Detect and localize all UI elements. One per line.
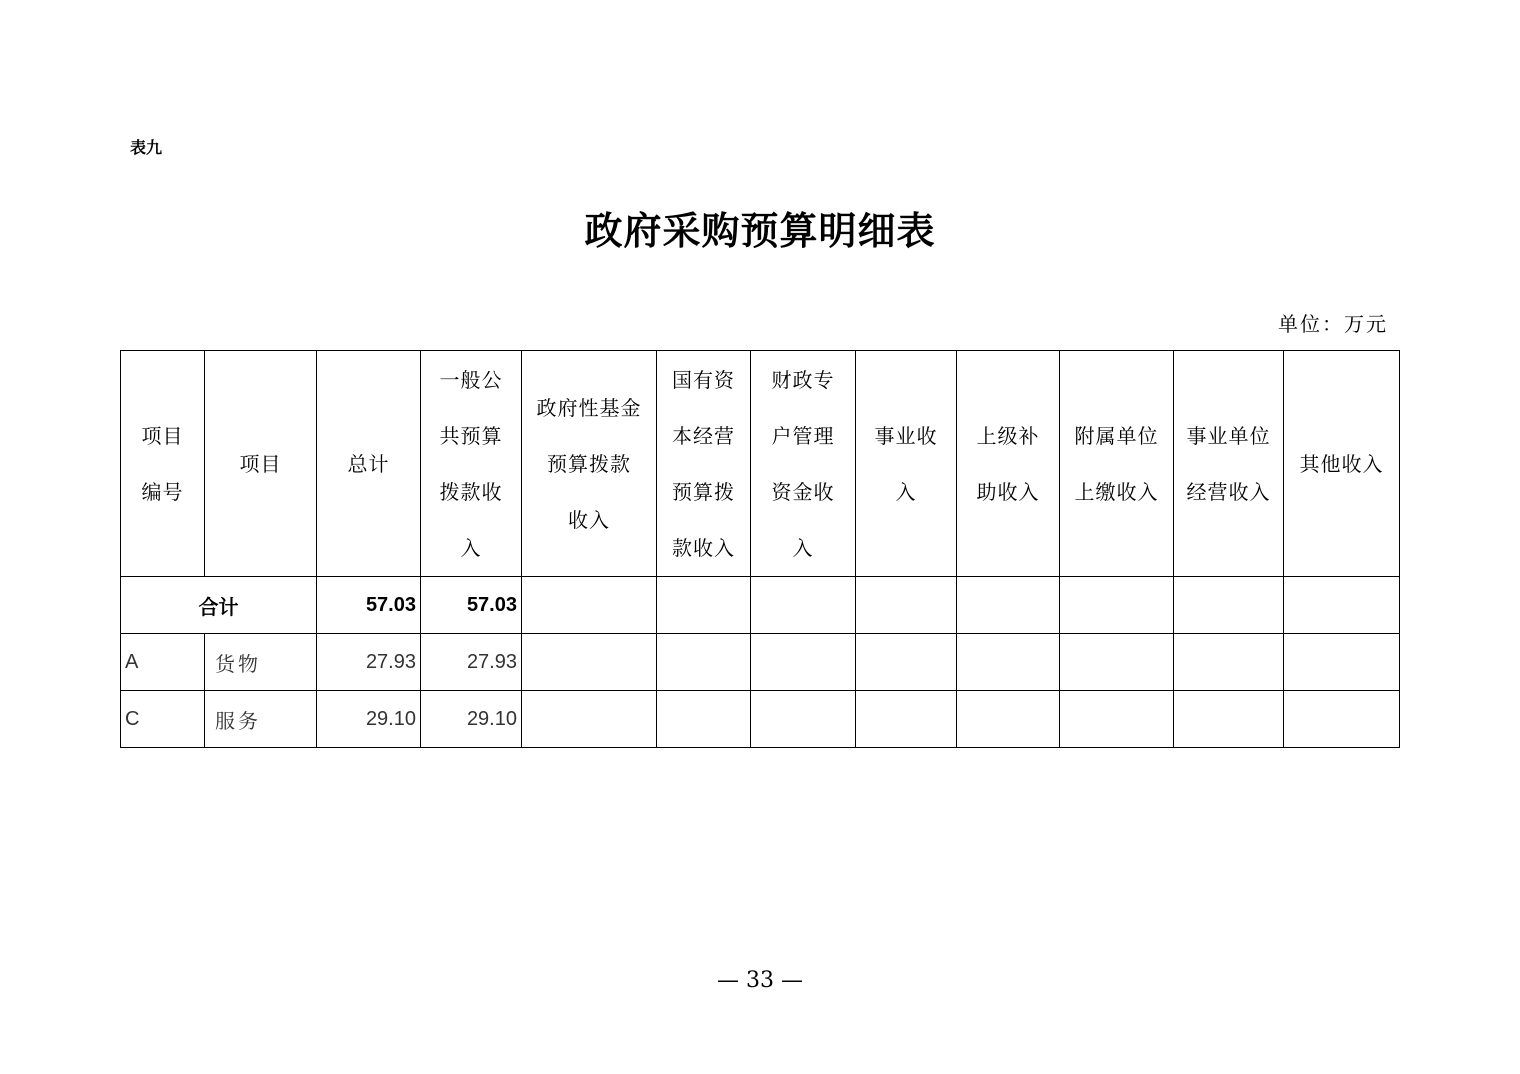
total-label: 合计	[121, 577, 317, 634]
table-label: 表九	[130, 138, 163, 157]
row-total: 29.10	[317, 691, 421, 748]
col-header-total: 总计	[317, 351, 421, 577]
page-number: — 33 —	[717, 968, 803, 993]
row-item: 货物	[205, 634, 317, 691]
empty-cell	[1284, 577, 1400, 634]
empty-cell	[957, 634, 1060, 691]
table-row-total	[121, 577, 1400, 634]
col-header-general-budget: 一般公 共预算 拨款收 入	[421, 351, 522, 577]
row-code: A	[121, 634, 205, 691]
header-row	[121, 351, 1400, 577]
col-header-special-account: 财政专 户管理 资金收 入	[751, 351, 856, 577]
row-item: 服务	[205, 691, 317, 748]
empty-cell	[957, 577, 1060, 634]
col-header-gov-fund: 政府性基金 预算拨款 收入	[522, 351, 657, 577]
row-total: 27.93	[317, 634, 421, 691]
document-title: 政府采购预算明细表	[584, 208, 936, 253]
empty-cell	[1060, 634, 1174, 691]
empty-cell	[856, 577, 957, 634]
table-row	[121, 691, 1400, 748]
row-general-budget: 29.10	[421, 691, 522, 748]
empty-cell	[1060, 691, 1174, 748]
empty-cell	[522, 634, 657, 691]
empty-cell	[1174, 634, 1284, 691]
row-general-budget: 27.93	[421, 634, 522, 691]
empty-cell	[856, 634, 957, 691]
empty-cell	[1174, 577, 1284, 634]
empty-cell	[1284, 634, 1400, 691]
col-header-operating-income: 事业单位 经营收入	[1174, 351, 1284, 577]
col-header-state-capital: 国有资 本经营 预算拨 款收入	[657, 351, 751, 577]
col-header-business-income: 事业收 入	[856, 351, 957, 577]
col-header-code: 项目 编号	[121, 351, 205, 577]
col-header-higher-subsidy: 上级补 助收入	[957, 351, 1060, 577]
row-code: C	[121, 691, 205, 748]
procurement-budget-table	[120, 350, 1400, 748]
col-header-item: 项目	[205, 351, 317, 577]
total-general-budget: 57.03	[421, 577, 522, 634]
empty-cell	[657, 634, 751, 691]
empty-cell	[856, 691, 957, 748]
empty-cell	[522, 691, 657, 748]
empty-cell	[751, 691, 856, 748]
empty-cell	[657, 577, 751, 634]
col-header-affiliated-payment: 附属单位 上缴收入	[1060, 351, 1174, 577]
empty-cell	[751, 577, 856, 634]
total-value: 57.03	[317, 577, 421, 634]
empty-cell	[957, 691, 1060, 748]
empty-cell	[751, 634, 856, 691]
table-row	[121, 634, 1400, 691]
empty-cell	[522, 577, 657, 634]
empty-cell	[657, 691, 751, 748]
empty-cell	[1060, 577, 1174, 634]
empty-cell	[1174, 691, 1284, 748]
unit-label: 单位：万元	[1278, 312, 1388, 336]
col-header-other-income: 其他收入	[1284, 351, 1400, 577]
empty-cell	[1284, 691, 1400, 748]
